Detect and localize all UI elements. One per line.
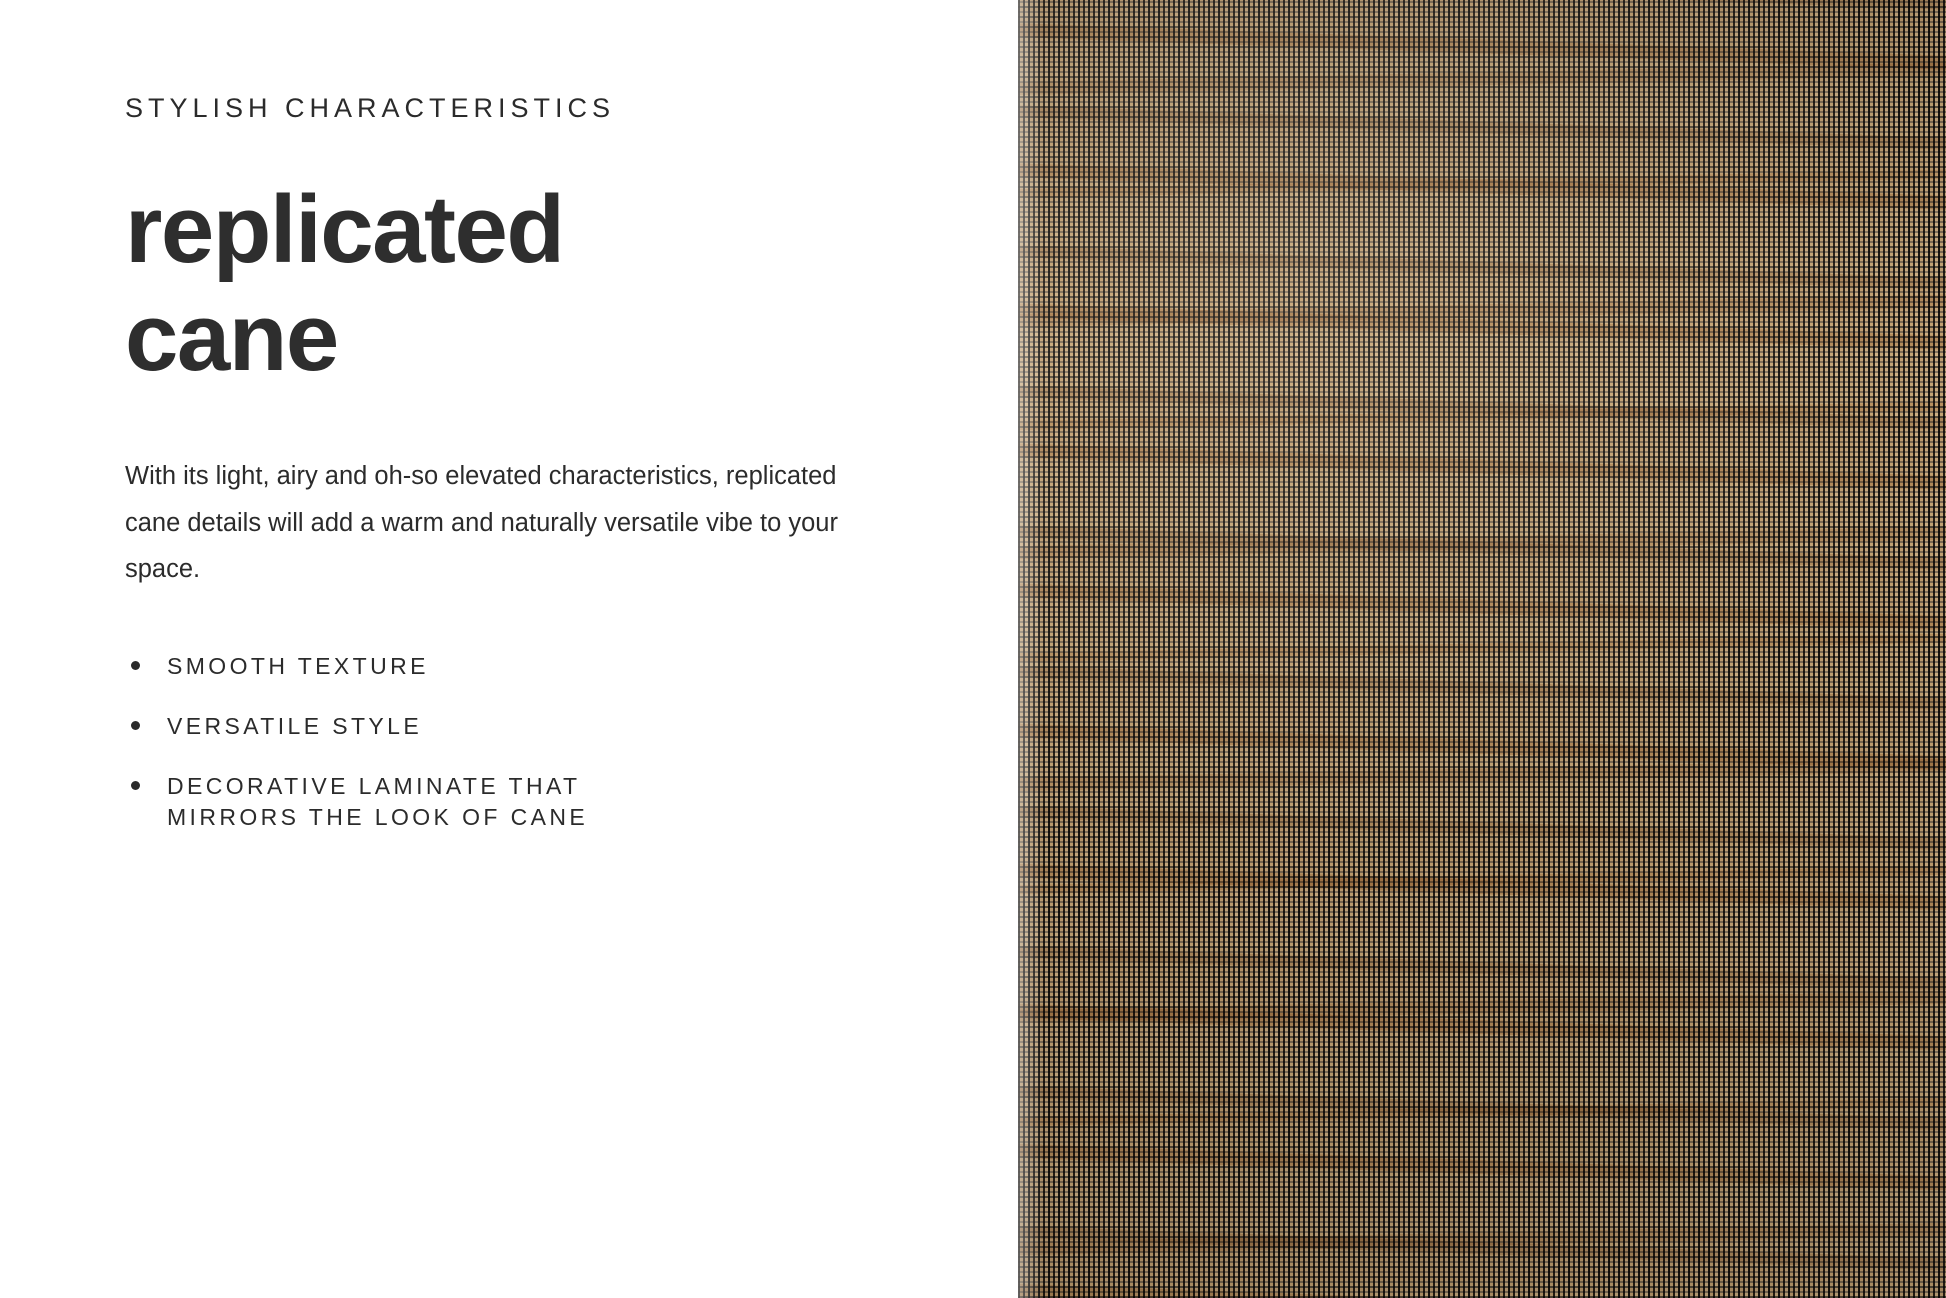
body-paragraph: With its light, airy and oh-so elevated characteristics, replicated cane details will add a warm and naturally versatile vibe to your space. <box>125 462 838 584</box>
list-item-label: SMOOTH TEXTURE <box>167 652 429 679</box>
list-item <box>125 771 915 834</box>
eyebrow-label: STYLISH CHARACTERISTICS <box>125 93 616 123</box>
cane-texture-image <box>1018 0 1946 1298</box>
list-item-label-second-line: MIRRORS THE LOOK OF CANE <box>167 804 589 831</box>
text-content <box>125 92 915 863</box>
page-title <box>125 176 745 391</box>
bullet-dot-icon <box>131 781 140 790</box>
list-item <box>125 711 915 742</box>
bullet-dot-icon <box>131 721 140 730</box>
page-title-line-1: replicated <box>125 176 564 284</box>
list-item-label: VERSATILE STYLE <box>167 712 423 739</box>
feature-list <box>125 651 915 834</box>
weave-left-edge-highlight <box>1018 0 1044 1298</box>
list-item <box>125 651 915 682</box>
list-item-label: DECORATIVE LAMINATE THAT <box>167 773 581 800</box>
weave-shading-overlay <box>1018 0 1946 1298</box>
page-title-line-2: cane <box>125 283 338 391</box>
weave-texture <box>1018 0 1946 1298</box>
bullet-dot-icon <box>131 661 140 670</box>
